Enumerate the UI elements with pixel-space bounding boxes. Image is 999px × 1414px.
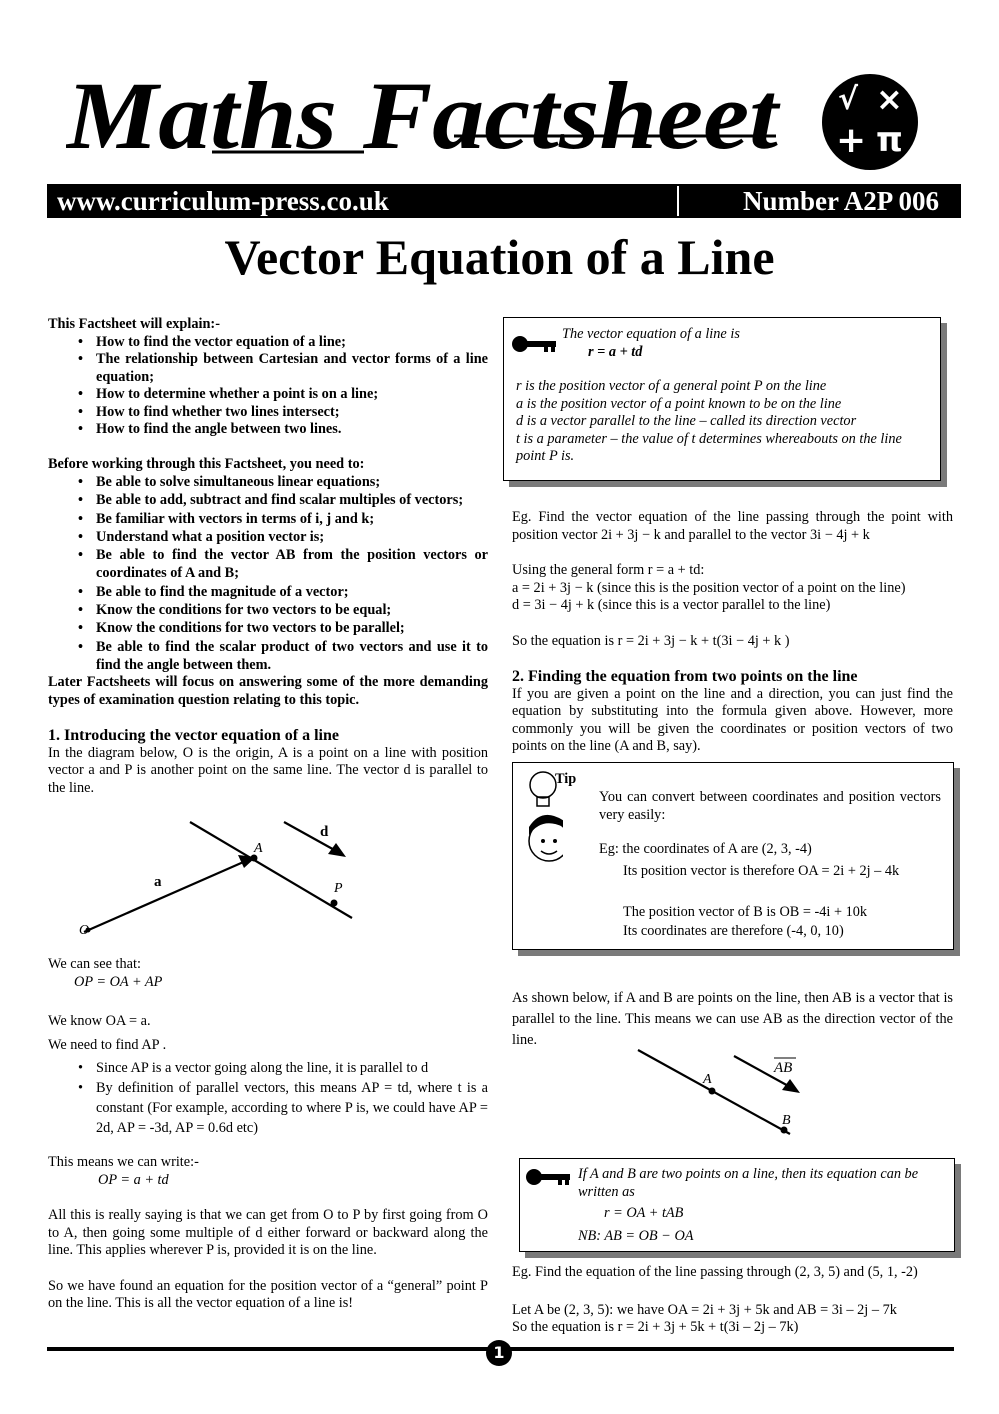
keybox1-line1: The vector equation of a line is	[562, 326, 740, 342]
two-points-diagram	[630, 1040, 830, 1145]
para-all: All this is really saying is that we can get from O to P by first going from O to A, then going some multiple of d either forward or backward along the line. This applies wherever P is, provided it is on the line.	[48, 1207, 488, 1258]
label-d: d	[320, 824, 329, 840]
tip-position-b: The position vector of B is OB = -4i + 10k	[623, 904, 868, 920]
page-number: 1	[486, 1340, 512, 1366]
before-heading: Before working through this Factsheet, you need to:	[48, 455, 365, 472]
list-item: • Be able to find the vector AB from the position vectors or coordinates of A and B;	[96, 546, 488, 583]
label-B: B	[782, 1113, 791, 1128]
need-find: We need to find AP .	[48, 1036, 167, 1053]
list-item: • Know the conditions for two vectors to be equal;	[96, 601, 488, 619]
keybox2-note: NB: AB = OB − OA	[578, 1228, 694, 1244]
d-description: d is a vector parallel to the line – called its direction vector	[516, 413, 857, 429]
sqrt-symbol: √	[838, 82, 859, 117]
t-description: t is a parameter – the value of t determines whereabouts on the line point P is.	[516, 430, 902, 464]
key-icon	[510, 332, 558, 356]
explain-heading: This Factsheet will explain:-	[48, 316, 220, 332]
header-divider	[677, 186, 679, 216]
position-vector-a	[84, 860, 248, 932]
pi-symbol: π	[876, 120, 903, 160]
list-item: • How to find the vector equation of a line;	[96, 334, 488, 352]
brand-title	[66, 52, 786, 170]
list-item: • How to determine whether a point is on a line;	[96, 386, 488, 404]
key-box-two-points	[519, 1158, 955, 1252]
brand-title-graphic	[66, 52, 786, 170]
equation-op: OP = OA + AP	[74, 973, 163, 990]
key-icon	[524, 1165, 572, 1189]
label-AB: AB	[774, 1060, 793, 1076]
equation-op2: OP = a + td	[98, 1171, 169, 1188]
r-description: r is the position vector of a general point P on the line	[516, 378, 827, 394]
list-item: • Be able to add, subtract and find scalar multiples of vectors;	[96, 491, 488, 509]
label-a: a	[154, 874, 162, 890]
list-item: • Since AP is a vector going along the line, it is parallel to d	[96, 1058, 488, 1078]
ab-arrowhead	[782, 1079, 800, 1093]
list-item: • Understand what a position vector is;	[96, 528, 488, 546]
a-description: a is the position vector of a point known to be on the line	[516, 395, 842, 412]
direction-vector-d	[284, 822, 338, 852]
example2: Eg. Find the equation of the line passing through (2, 3, 5) and (5, 1, -2)	[512, 1264, 918, 1280]
means-write: This means we can write:-	[48, 1154, 199, 1170]
label-A: A	[254, 841, 263, 856]
label-A: A	[703, 1072, 712, 1087]
section1-heading: 1. Introducing the vector equation of a line	[48, 727, 339, 745]
point-a	[709, 1088, 716, 1095]
section1-intro: In the diagram below, O is the origin, A is a point on a line with position vector a and P is another point on the same line. The vector d is parallel to the line.	[48, 744, 488, 796]
list-item: • How to find whether two lines intersect;	[96, 404, 488, 422]
tip-text: You can convert between coordinates and position vectors very easily:	[599, 789, 941, 823]
maths-symbols-logo	[822, 74, 918, 170]
keybox1-definitions	[516, 378, 934, 466]
right-column-examples	[512, 509, 953, 756]
tip-position-a: Its position vector is therefore OA = 2i + 2j – 4k	[623, 863, 900, 879]
using-general-form: Using the general form r = a + td:	[512, 562, 705, 578]
as-shown-para: As shown below, if A and B are points on the line, then AB is a vector that is parallel to the line. This means we can use AB as the direction vector of the line.	[512, 990, 953, 1048]
point-p	[331, 900, 338, 907]
list-item: • Be able to solve simultaneous linear equations;	[96, 473, 488, 491]
tip-box	[512, 762, 954, 950]
list-item: • Know the conditions for two vectors to be parallel;	[96, 619, 488, 637]
brand-title-text: Maths Factsheet	[66, 62, 782, 169]
plus-symbol: +	[836, 120, 867, 161]
so-equation: So the equation is r = 2i + 3j − k + t(3i − 4j + k )	[512, 632, 790, 649]
keybox2-equation: r = OA + tAB	[604, 1205, 684, 1221]
d-arrowhead	[328, 843, 346, 857]
we-can-see: We can see that:	[48, 956, 141, 972]
list-item: • Be able to find the scalar product of two vectors and use it to find the angle between them.	[96, 638, 488, 675]
factsheet-number: Number A2P 006	[742, 186, 939, 216]
list-item: • The relationship between Cartesian and vector forms of a line equation;	[96, 351, 488, 386]
para-so: So we have found an equation for the position vector of a “general” point P on the line. This is all the vector equation of a line is!	[48, 1277, 488, 1311]
keybox1-equation: r = a + td	[588, 344, 643, 360]
page-title: Vector Equation of a Line	[224, 229, 775, 285]
before-list	[48, 473, 488, 674]
list-item: • Be familiar with vectors in terms of i, j and k;	[96, 510, 488, 528]
tip-coordinates-b: Its coordinates are therefore (-4, 0, 10)	[623, 923, 844, 939]
explain-list	[48, 334, 488, 439]
tip-label: Tip	[555, 771, 577, 787]
section2-heading: 2. Finding the equation from two points on the line	[512, 668, 858, 685]
left-column	[48, 316, 488, 797]
so-equation2: So the equation is r = 2i + 3j + 5k + t(3i – 2j – 7k)	[512, 1319, 799, 1335]
tip-example: Eg: the coordinates of A are (2, 3, -4)	[599, 841, 812, 857]
a-line: a = 2i + 3j − k (since this is the position vector of a point on the line)	[512, 579, 906, 596]
list-item: • How to find the angle between two lines.	[96, 421, 488, 439]
list-item: • Be able to find the magnitude of a vector;	[96, 583, 488, 601]
label-P: P	[334, 881, 343, 896]
reason-list	[48, 1058, 488, 1138]
key-box-vector-equation	[503, 317, 941, 481]
d-line: d = 3i − 4j + k (since this is a vector parallel to the line)	[512, 597, 831, 613]
line-diagram	[48, 806, 488, 956]
website-link[interactable]: www.curriculum-press.co.uk	[57, 186, 389, 216]
times-symbol: ×	[876, 80, 903, 118]
keybox2-line1: If A and B are two points on a line, then its equation can be written as	[578, 1166, 919, 1200]
example1: Eg. Find the vector equation of the line passing through the point with position vector 2i + 3j − k and parallel to the vector 3i − 4j + k	[512, 509, 953, 543]
let-a: Let A be (2, 3, 5): we have OA = 2i + 3j + 5k and AB = 3i – 2j – 7k	[512, 1301, 897, 1318]
we-know: We know OA = a.	[48, 1013, 151, 1029]
label-O: O	[79, 923, 90, 938]
header-bar	[47, 184, 961, 218]
section2-para: If you are given a point on the line and a direction, you can just find the equation by substituting into the formula given above. However, more commonly you will be given the coordinates or position vectors of two points on the line (A and B, say).	[512, 685, 953, 754]
later-note: Later Factsheets will focus on answering some of the more demanding types of examination question relating to this topic.	[48, 674, 488, 708]
left-column-lower	[48, 956, 488, 1313]
list-item: • By definition of parallel vectors, this means AP = td, where t is a constant (For example, according to where P is, we could have AP = 2d, AP = -3d, AP = 0.6d etc)	[96, 1078, 488, 1138]
right-column-bottom	[512, 1264, 953, 1337]
